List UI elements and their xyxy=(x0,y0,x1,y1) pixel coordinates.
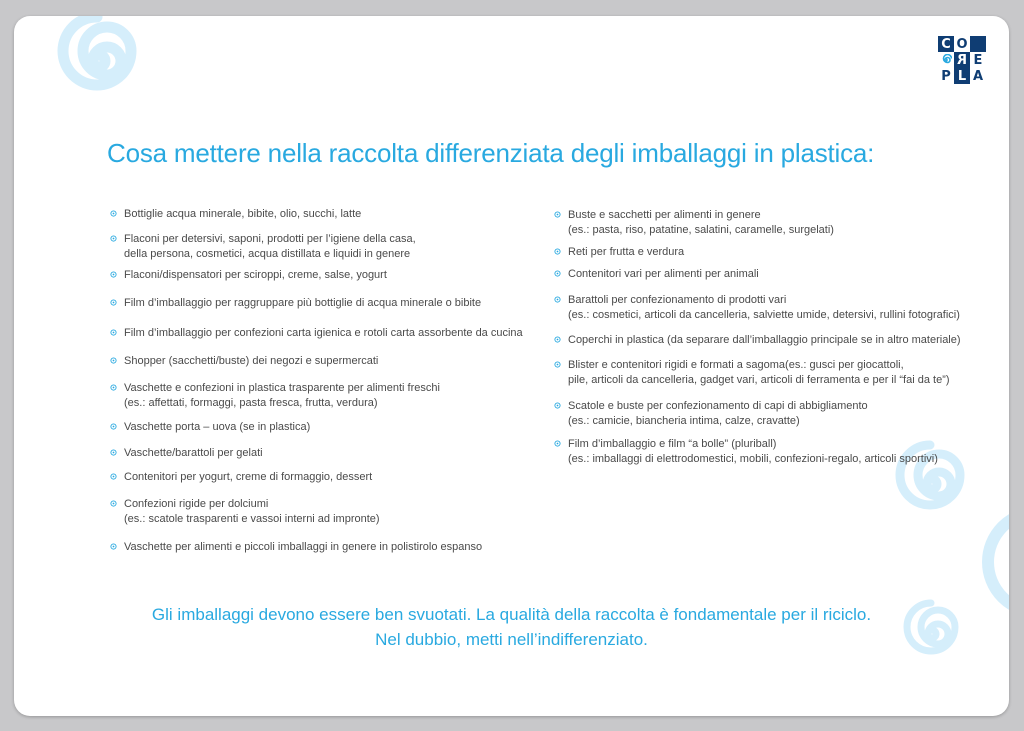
logo-letter: C xyxy=(938,36,954,52)
item-subtext: della persona, cosmetici, acqua distillata e liquidi in genere xyxy=(124,248,411,260)
swirl-bullet-icon xyxy=(554,211,561,218)
swirl-bullet-icon xyxy=(554,361,561,368)
logo-blank xyxy=(970,36,986,52)
logo-letter: L xyxy=(954,68,970,84)
item-text: Shopper (sacchetti/buste) dei negozi e supermercati xyxy=(124,355,379,367)
swirl-bullet-icon xyxy=(110,357,117,364)
poster-card xyxy=(14,16,1009,716)
swirl-bullet-icon xyxy=(110,235,117,242)
list-item xyxy=(110,540,482,555)
swirl-bullet-icon xyxy=(554,336,561,343)
swirl-bullet-icon xyxy=(110,271,117,278)
swirl-bullet-icon xyxy=(110,543,117,550)
swirl-bullet-icon xyxy=(110,449,117,456)
list-item xyxy=(554,358,950,388)
logo-letter: O xyxy=(954,36,970,52)
swirl-bullet-icon xyxy=(110,500,117,507)
item-text: Film d’imballaggio per raggruppare più bottiglie di acqua minerale o bibite xyxy=(124,297,482,309)
list-item xyxy=(554,293,960,323)
logo-swirl-icon xyxy=(938,52,954,68)
swirl-bullet-icon xyxy=(110,299,117,306)
logo-letter: A xyxy=(970,68,986,84)
item-text: Confezioni rigide per dolciumi xyxy=(124,498,269,510)
item-text: Film d’imballaggio e film “a bolle” (pluriball) xyxy=(568,438,777,450)
swirl-bullet-icon xyxy=(554,440,561,447)
item-text: Vaschette e confezioni in plastica trasparente per alimenti freschi xyxy=(124,382,440,394)
list-item xyxy=(110,446,263,461)
list-item xyxy=(110,354,378,369)
item-text: Flaconi per detersivi, saponi, prodotti per l’igiene della casa, xyxy=(124,233,416,245)
list-item xyxy=(110,232,416,262)
item-subtext: (es.: scatole trasparenti e vassoi interni ad impronte) xyxy=(124,513,380,525)
swirl-bullet-icon xyxy=(554,402,561,409)
corepla-logo xyxy=(938,36,986,84)
swirl-bullet-icon xyxy=(554,270,561,277)
list-item xyxy=(110,207,361,222)
item-text: Vaschette per alimenti e piccoli imballaggi in genere in polistirolo espanso xyxy=(124,541,483,553)
logo-letter: P xyxy=(938,68,954,84)
page-title: Cosa mettere nella raccolta differenziata degli imballaggi in plastica: xyxy=(107,138,875,168)
list-item xyxy=(110,296,481,311)
item-text: Blister e contenitori rigidi e formati a sagoma(es.: gusci per giocattoli, xyxy=(568,359,904,371)
footer-line-1: Gli imballaggi devono essere ben svuotati. La qualità della raccolta è fondamentale per il riciclo. xyxy=(151,605,872,624)
list-item xyxy=(554,437,938,467)
item-text: Coperchi in plastica (da separare dall’imballaggio principale se in altro materiale) xyxy=(568,334,961,346)
item-subtext: (es.: affettati, formaggi, pasta fresca, frutta, verdura) xyxy=(124,397,378,409)
list-item xyxy=(110,268,387,283)
swirl-bullet-icon xyxy=(110,210,117,217)
item-text: Vaschette porta – uova (se in plastica) xyxy=(124,421,311,433)
item-text: Bottiglie acqua minerale, bibite, olio, succhi, latte xyxy=(124,208,362,220)
list-item xyxy=(554,267,759,282)
item-subtext: pile, articoli da cancelleria, gadget vari, articoli di ferramenta e per il “fai da te”) xyxy=(568,374,950,386)
list-item xyxy=(554,245,684,260)
list-item xyxy=(554,208,834,238)
list-item xyxy=(554,399,868,429)
list-item xyxy=(110,420,310,435)
list-item xyxy=(554,333,961,348)
list-item xyxy=(110,326,523,341)
swirl-bullet-icon xyxy=(110,423,117,430)
item-text: Scatole e buste per confezionamento di capi di abbigliamento xyxy=(568,400,868,412)
item-subtext: (es.: camicie, biancheria intima, calze, cravatte) xyxy=(568,415,800,427)
list-item xyxy=(110,381,440,411)
swirl-top-left-icon xyxy=(44,16,154,116)
item-text: Barattoli per confezionamento di prodotti vari xyxy=(568,294,787,306)
item-text: Buste e sacchetti per alimenti in genere xyxy=(568,209,761,221)
footer-line-2: Nel dubbio, metti nell’indifferenziato. xyxy=(375,630,648,649)
swirl-bullet-icon xyxy=(110,473,117,480)
logo-letter: R xyxy=(954,52,970,68)
item-subtext: (es.: imballaggi di elettrodomestici, mobili, confezioni-regalo, articoli sportivi) xyxy=(568,453,938,465)
logo-letter: E xyxy=(970,52,986,68)
swirl-bullet-icon xyxy=(110,329,117,336)
item-text: Contenitori per yogurt, creme di formaggio, dessert xyxy=(124,471,373,483)
list-item xyxy=(110,497,380,527)
item-text: Vaschette/barattoli per gelati xyxy=(124,447,263,459)
item-text: Film d’imballaggio per confezioni carta igienica e rotoli carta assorbente da cucina xyxy=(124,327,523,339)
item-subtext: (es.: cosmetici, articoli da cancelleria, salviette umide, detersivi, rullini fotografici) xyxy=(568,309,960,321)
list-item xyxy=(110,470,372,485)
swirl-bullet-icon xyxy=(110,384,117,391)
item-text: Reti per frutta e verdura xyxy=(568,246,685,258)
item-text: Flaconi/dispensatori per sciroppi, creme, salse, yogurt xyxy=(124,269,387,281)
item-text: Contenitori vari per alimenti per animali xyxy=(568,268,759,280)
swirl-bullet-icon xyxy=(554,248,561,255)
item-subtext: (es.: pasta, riso, patatine, salatini, caramelle, surgelati) xyxy=(568,224,834,236)
swirl-bullet-icon xyxy=(554,296,561,303)
